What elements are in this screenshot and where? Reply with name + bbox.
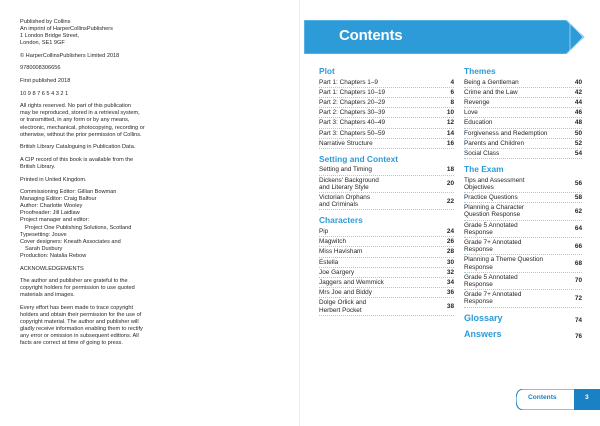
section-heading: Plot <box>319 66 335 76</box>
toc-entry-title-line: and Criminals <box>319 201 359 209</box>
toc-entry[interactable] <box>319 298 454 315</box>
toc-page-number: 22 <box>446 197 454 205</box>
toc-entry-title <box>319 269 354 276</box>
toc-entry[interactable] <box>319 288 454 298</box>
toc-entry-title <box>464 140 524 147</box>
acknowledgements-heading: ACKNOWLEDGEMENTS <box>20 265 84 272</box>
toc-entry-title <box>319 299 366 313</box>
toc-entry-title <box>319 289 372 296</box>
toc-page-number: 38 <box>446 302 454 310</box>
toc-entry-title <box>464 177 525 191</box>
toc-entry[interactable] <box>319 278 454 288</box>
toc-entry-title-line: Response <box>464 281 493 289</box>
toc-page-number: 36 <box>446 289 454 297</box>
toc-entry-title-line: Question Response <box>464 211 521 219</box>
toc-entry[interactable] <box>464 290 582 307</box>
section-characters <box>319 215 454 315</box>
effort-line: Every effort has been made to trace copyright <box>20 304 134 311</box>
toc-entry-title-line: Part 3: Chapters 50–59 <box>319 129 386 137</box>
toc-entry-title <box>319 99 385 106</box>
toc-entry-title <box>464 274 518 288</box>
toc-entry-title-line: Part 2: Chapters 20–29 <box>319 98 386 106</box>
toc-entry[interactable] <box>464 129 582 139</box>
page-number: 3 <box>585 394 589 401</box>
toc-entry[interactable] <box>464 221 582 238</box>
toc-entry-title-line: Part 1: Chapters 10–19 <box>319 88 386 96</box>
toc-entry[interactable] <box>319 193 454 210</box>
page-title: Contents <box>339 27 403 44</box>
toc-entry-title-line: Education <box>464 119 493 127</box>
toc-entry[interactable] <box>319 237 454 247</box>
toc-entry-title-line: Joe Gargery <box>319 268 355 276</box>
toc-page-number: 58 <box>574 194 582 202</box>
toc-entry-answers[interactable] <box>464 329 582 342</box>
toc-entry-title-line: Dolge Orlick and <box>319 299 367 307</box>
toc-page-number: 6 <box>450 88 454 96</box>
toc-entry[interactable] <box>464 255 582 272</box>
toc-entry[interactable] <box>464 108 582 118</box>
toc-entry-title-line: Dickens' Background <box>319 176 379 184</box>
toc-entry-title <box>464 79 519 86</box>
cip-record-line: A CIP record of this book is available from the <box>20 156 134 163</box>
toc-entry-title <box>464 291 521 305</box>
first-published: First published 2018 <box>20 78 71 85</box>
contents-column-left <box>319 66 454 321</box>
toc-entry-title <box>319 228 328 235</box>
credit-line: Managing Editor: Craig Balfour <box>20 196 97 203</box>
toc-entry-title-line: Love <box>464 109 478 117</box>
publisher-line: Published by Collins <box>20 19 71 25</box>
publisher-block <box>20 19 160 47</box>
toc-entry[interactable] <box>319 139 454 149</box>
cip-record <box>20 157 160 171</box>
toc-entry-title-line: Objectives <box>464 183 494 191</box>
toc-page-number: 32 <box>446 268 454 276</box>
toc-entry-title-line: Response <box>464 246 493 254</box>
toc-entry-title <box>319 89 385 96</box>
toc-entry-title-line: Victorian Orphans <box>319 194 371 202</box>
toc-entry-title-line: Grade 7+ Annotated <box>464 291 522 299</box>
toc-entry[interactable] <box>464 78 582 88</box>
toc-entry-title-line: Planning a Character <box>464 204 525 212</box>
toc-entry-title-line: Estella <box>319 258 339 266</box>
toc-entry-title <box>464 89 518 96</box>
toc-page-number: 56 <box>574 180 582 188</box>
toc-entry[interactable] <box>464 238 582 255</box>
toc-entry-title <box>319 194 370 208</box>
credit-line: Project manager and editor: <box>20 217 90 224</box>
toc-page-number: 50 <box>574 129 582 137</box>
toc-entry[interactable] <box>319 176 454 193</box>
contents-column-right <box>464 66 582 342</box>
footer-tab <box>516 389 600 410</box>
toc-page-number: 68 <box>574 260 582 268</box>
toc-entry[interactable] <box>464 88 582 98</box>
toc-entry-title <box>319 259 338 266</box>
toc-page-number: 70 <box>574 277 582 285</box>
toc-entry-title <box>319 166 372 173</box>
toc-entry-title-line: Part 2: Chapters 30–39 <box>319 109 386 117</box>
credit-line: Cover designers: Kneath Associates and <box>20 238 121 245</box>
toc-entry-title <box>319 79 378 86</box>
toc-entry-title-line: Narrative Structure <box>319 139 373 147</box>
rights-line: All rights reserved. No part of this publication <box>20 103 131 110</box>
cip-line: British Library Cataloguing in Publication Data. <box>20 144 136 151</box>
cip-record-line: British Library. <box>20 163 56 170</box>
publisher-line: London, SE1 9GF <box>20 40 65 47</box>
toc-page-number: 54 <box>574 149 582 157</box>
toc-entry-title <box>464 239 521 253</box>
ack-line: copyright holders for permission to use quoted <box>20 285 135 292</box>
section-plot <box>319 66 454 149</box>
toc-entry-title-line: Jaggers and Wemmick <box>319 278 384 286</box>
toc-page-number: 28 <box>446 248 454 256</box>
contents-page <box>300 0 600 426</box>
toc-entry-title <box>319 119 385 126</box>
credits <box>20 189 160 260</box>
toc-entry-title <box>319 177 379 191</box>
credit-line: Production: Natalia Rebow <box>20 252 87 259</box>
toc-page-number: 62 <box>574 207 582 215</box>
toc-entry-title <box>464 119 492 126</box>
toc-entry[interactable] <box>464 118 582 128</box>
toc-page-number: 14 <box>446 129 454 137</box>
toc-page-number: 76 <box>575 332 582 340</box>
toc-page-number: 46 <box>574 109 582 117</box>
toc-entry[interactable] <box>319 268 454 278</box>
credit-line: Sarah Duxbury <box>25 245 63 252</box>
toc-page-number: 24 <box>446 227 454 235</box>
toc-page-number: 48 <box>574 119 582 127</box>
contents-banner <box>304 20 586 54</box>
toc-entry-title-line: Response <box>464 228 493 236</box>
toc-entry-title-line: Grade 7+ Annotated <box>464 239 522 247</box>
toc-page-number: 16 <box>446 139 454 147</box>
toc-page-number: 72 <box>574 294 582 302</box>
toc-entry-title-line: Parents and Children <box>464 139 525 147</box>
isbn: 9780008306656 <box>20 65 61 72</box>
toc-page-number: 10 <box>446 109 454 117</box>
toc-entry-title-line: and Literary Style <box>319 183 369 191</box>
credit-line: Proofreader: Jill Laidlaw <box>20 210 80 217</box>
toc-entry-title-line: Tips and Assessment <box>464 176 525 184</box>
toc-entry-title <box>319 130 385 137</box>
toc-entry-title-line: Planning a Theme Question <box>464 256 544 264</box>
toc-entry-title <box>464 109 478 116</box>
section-heading: Themes <box>464 66 496 76</box>
toc-entry-title <box>319 238 346 245</box>
toc-entry[interactable] <box>319 129 454 139</box>
ack-line: materials and images. <box>20 292 75 299</box>
toc-page-number: 26 <box>446 238 454 246</box>
print-run: 10 9 8 7 6 5 4 3 2 1 <box>20 90 69 97</box>
credit-line: Project One Publishing Solutions, Scotland <box>25 224 132 231</box>
toc-entry-title-line: Part 3: Chapters 40–49 <box>319 119 386 127</box>
credit-line: Commissioning Editor: Gillian Bowman <box>20 189 117 196</box>
credit-line: Author: Charlotte Wooley <box>20 203 83 210</box>
toc-entry-title-line: Setting and Timing <box>319 166 372 174</box>
section-heading: The Exam <box>464 164 504 175</box>
section-heading: Characters <box>319 215 363 226</box>
toc-entry[interactable] <box>464 139 582 149</box>
rights-statement <box>20 103 160 138</box>
publisher-line: 1 London Bridge Street, <box>20 33 80 40</box>
toc-entry-title <box>464 130 547 137</box>
toc-entry-title-line: Part 1: Chapters 1–9 <box>319 78 378 86</box>
toc-entry[interactable] <box>464 98 582 108</box>
acknowledgements <box>20 278 160 299</box>
section-themes <box>464 66 582 159</box>
effort-statement <box>20 305 160 348</box>
rights-line: or transmitted, in any form or by any means, <box>20 117 130 124</box>
toc-page-number: 42 <box>574 88 582 96</box>
toc-entry[interactable] <box>464 149 582 159</box>
toc-entry-title-line: Revenge <box>464 98 490 106</box>
toc-entry[interactable] <box>319 88 454 98</box>
toc-entry-title-line: Practice Questions <box>464 194 518 202</box>
toc-entry-title-line: Magwitch <box>319 238 346 246</box>
toc-page-number: 64 <box>574 225 582 233</box>
toc-page-number: 40 <box>574 78 582 86</box>
toc-entry-title-line: Pip <box>319 227 329 235</box>
toc-entry-title <box>464 204 524 218</box>
toc-entry-title-line: Response <box>464 298 493 306</box>
toc-entry[interactable] <box>319 108 454 118</box>
toc-entry-title-line: Mrs Joe and Biddy <box>319 289 372 297</box>
effort-line: facts are correct at time of going to press. <box>20 340 123 347</box>
toc-entry-title <box>319 248 362 255</box>
toc-page-number: 44 <box>574 98 582 106</box>
effort-line: any error or omission in subsequent editions. All <box>20 333 139 340</box>
toc-page-number: 74 <box>575 316 582 324</box>
toc-entry[interactable] <box>464 193 582 203</box>
toc-entry-title-line: Grade 5 Annotated <box>464 273 518 281</box>
copyright-line: © HarperCollinsPublishers Limited 2018 <box>20 52 120 59</box>
effort-line: gladly receive information enabling them to rectify <box>20 326 143 333</box>
toc-entry[interactable] <box>319 165 454 175</box>
toc-entry-title: Glossary <box>464 312 503 323</box>
toc-page-number: 12 <box>446 119 454 127</box>
toc-entry[interactable] <box>319 118 454 128</box>
toc-entry[interactable] <box>319 227 454 237</box>
section-the-exam <box>464 164 582 308</box>
toc-entry[interactable] <box>464 203 582 220</box>
publisher-line: An imprint of HarperCollinsPublishers <box>20 26 113 33</box>
rights-line: may be reproduced, stored in a retrieval system, <box>20 110 140 117</box>
toc-entry-title-line: Forgiveness and Redemption <box>464 129 548 137</box>
toc-entry-title <box>319 140 373 147</box>
toc-entry-title-line: Being a Gentleman <box>464 78 519 86</box>
section-heading: Setting and Context <box>319 153 399 164</box>
toc-page-number: 20 <box>446 180 454 188</box>
toc-entry[interactable] <box>319 258 454 268</box>
toc-page-number: 8 <box>450 98 454 106</box>
toc-entry-title <box>319 109 385 116</box>
copyright-text <box>20 19 160 353</box>
toc-entry-title-line: Miss Havisham <box>319 248 363 256</box>
toc-entry[interactable] <box>319 98 454 108</box>
toc-page-number: 66 <box>574 242 582 250</box>
toc-page-number: 4 <box>450 78 454 86</box>
toc-entry-title <box>464 222 518 236</box>
effort-line: copyright material. The author and publisher will <box>20 319 139 326</box>
toc-entry-title: Answers <box>464 328 502 339</box>
footer-label: Contents <box>528 394 557 401</box>
toc-page-number: 30 <box>446 258 454 266</box>
toc-entry-title <box>464 99 490 106</box>
ack-line: The author and publisher are grateful to the <box>20 278 128 285</box>
printed-in: Printed in United Kingdom. <box>20 176 87 183</box>
toc-page-number: 18 <box>446 166 454 174</box>
toc-entry-title-line: Response <box>464 263 493 271</box>
toc-page-number: 52 <box>574 139 582 147</box>
toc-entry-title-line: Crime and the Law <box>464 88 518 96</box>
toc-entry-title <box>319 279 384 286</box>
toc-entry-title <box>464 150 499 157</box>
toc-entry-glossary[interactable] <box>464 313 582 326</box>
section-setting-and-context <box>319 154 454 211</box>
effort-line: holders and obtain their permission for the use of <box>20 312 142 318</box>
toc-entry-title <box>464 194 518 201</box>
rights-line: otherwise, without the prior permission of Collins. <box>20 131 142 138</box>
toc-entry[interactable] <box>464 273 582 290</box>
toc-entry-title-line: Social Class <box>464 149 500 157</box>
toc-entry[interactable] <box>464 176 582 193</box>
toc-entry[interactable] <box>319 247 454 257</box>
toc-entry-title <box>464 256 543 270</box>
toc-entry-title-line: Grade 5 Annotated <box>464 221 518 229</box>
toc-entry-title-line: Herbert Pocket <box>319 306 362 314</box>
toc-page-number: 34 <box>446 278 454 286</box>
toc-entry[interactable] <box>319 78 454 88</box>
rights-line: electronic, mechanical, photocopying, recording or <box>20 124 145 131</box>
credit-line: Typesetting: Jouve <box>20 231 67 238</box>
